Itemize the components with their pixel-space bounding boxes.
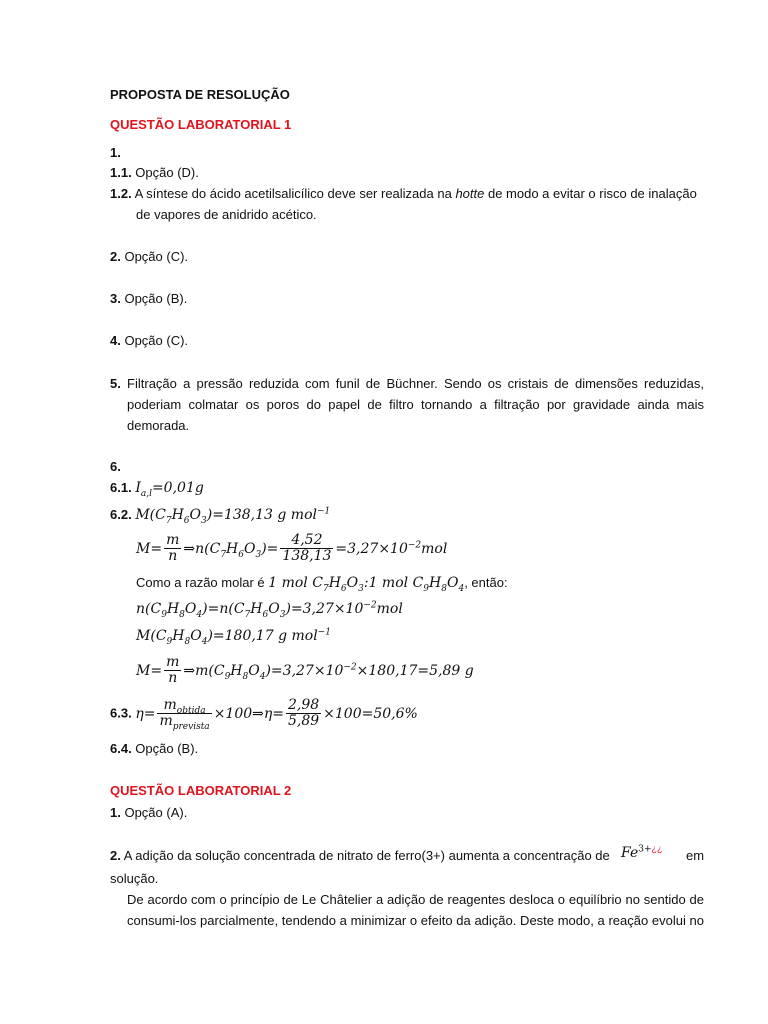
item-3: 3. Opção (B).	[110, 291, 188, 306]
equation-6-1: $I_{a,l}=0,01g$	[135, 480, 204, 499]
item-5-cont-1: poderiam colmatar os poros do papel de filtro tornando a filtração por gravidade ainda mais	[127, 397, 704, 412]
equation-6-2-molar-mass: $M(C_7H_6O_3)=138,13$ g mol$^{-1}$	[135, 506, 331, 526]
section-title-q1: QUESTÃO LABORATORIAL 1	[110, 117, 292, 132]
fe-ion: $Fe^{3+¿¿}$	[621, 843, 663, 861]
equation-6-2-molar-mass-2: $M(C_9H_8O_4)=180,17$ g mol$^{-1}$	[136, 627, 331, 647]
page-title: PROPOSTA DE RESOLUÇÃO	[110, 87, 290, 102]
q2-item-2-para-2: consumi-los parcialmente, tendendo a minimizar o efeito da adição. Deste modo, a reação evolui no	[127, 913, 704, 928]
item-1-1: 1.1. Opção (D).	[110, 165, 199, 180]
ratio-line: Como a razão molar é 1 mol $C_7H_6O_3:1$ mol $C_9H_8O_4$, então:	[136, 575, 508, 594]
item-6-number: 6.	[110, 459, 121, 474]
item-1-2: 1.2. A síntese do ácido acetilsalicílico deve ser realizada na hotte de modo a evitar o risco de inalação	[110, 186, 697, 201]
q2-item-2: 2. A adição da solução concentrada de nitrato de ferro(3+) aumenta a concentração de	[110, 848, 610, 863]
item-6-2: 6.2. $M(C_7H_6O_3)=138,13$ g mol$^{-1}$	[110, 506, 331, 526]
equation-6-2-moles: M= $\frac{m}{n}$ $\Rightarrow n(C_7H_6O_3)=$ $\frac{4,52}{138,13}$ $=3,27\times 10^{-2}mol$	[136, 532, 448, 564]
item-5: 5. Filtração a pressão reduzida com funil de Büchner. Sendo os cristais de dimensões reduzidas,	[110, 376, 704, 391]
q2-item-2-cont: solução.	[110, 871, 159, 886]
item-1-2-cont: de vapores de anidrido acético.	[136, 207, 317, 222]
q2-item-2-em: em	[686, 848, 705, 863]
equation-6-3: η= $\frac{m_{obtida}}{m_{prevista}}$ ×100⇒η= $\frac{2,98}{5,89}$ ×100=50,6%	[135, 697, 418, 732]
item-2: 2. Opção (C).	[110, 249, 189, 264]
q2-item-2-para-1: De acordo com o princípio de Le Châtelier a adição de reagentes desloca o equilíbrio no sentido de	[127, 892, 704, 907]
item-1-number: 1.	[110, 145, 121, 160]
item-6-3: 6.3. η= $\frac{m_{obtida}}{m_{prevista}}$ ×100⇒η= $\frac{2,98}{5,89}$ ×100=50,6%	[110, 697, 418, 732]
equation-6-2-mass: M= $\frac{m}{n}$ $\Rightarrow m(C_9H_8O_4)=3,27\times 10^{-2}\times 180,17=5,89$ g	[136, 654, 474, 686]
item-4: 4. Opção (C).	[110, 333, 189, 348]
section-title-q2: QUESTÃO LABORATORIAL 2	[110, 783, 292, 798]
item-6-1: 6.1. $I_{a,l}=0,01g$	[110, 480, 204, 499]
equation-6-2-ratio: $n(C_9H_8O_4)=n(C_7H_6O_3)=3,27\times 10^{-2}mol$	[136, 600, 403, 620]
q2-item-1: 1. Opção (A).	[110, 805, 188, 820]
item-5-cont-2: demorada.	[127, 418, 190, 433]
item-6-4: 6.4. Opção (B).	[110, 741, 199, 756]
